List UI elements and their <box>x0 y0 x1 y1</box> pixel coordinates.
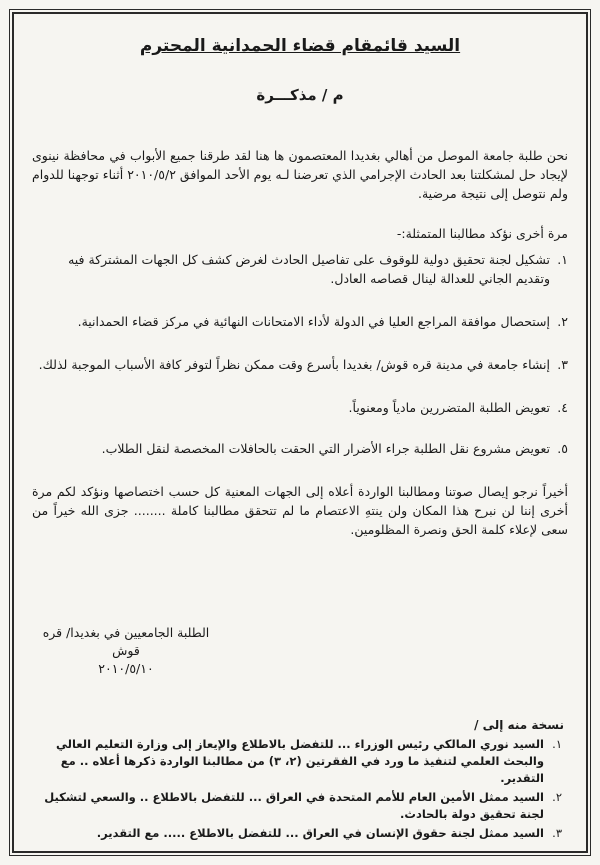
item-text: تشكيل لجنة تحقيق دولية للوقوف على تفاصيل الحادث لغرض كشف كل الجهات المشتركة فيه وتقديم الجاني للعدالة لينال قصاصه العادل. <box>68 252 550 286</box>
item-text: إستحصال موافقة المراجع العليا في الدولة لأداء الامتحانات النهائية في مركز قضاء الحمدانية. <box>77 314 550 329</box>
item-number: ٣. <box>557 357 568 372</box>
intro-paragraph: نحن طلبة جامعة الموصل من أهالي بغديدا المعتصمون ها هنا لقد طرقنا جميع الأبواب في محافظة نينوى لإيجاد حل لمشكلتنا بعد الحادث الإجرامي الذي تعرضنا لـه يوم الأحد الموافق ٢٠١٠/٥/٢ أثناء توجهنا للدوام ولم نتوصل إلى نتيجة مرضية. <box>32 148 569 201</box>
item-text: السيد ممثل لجنة حقوق الإنسان في العراق ... للتفضل بالاطلاع ..... مع التقدير. <box>96 826 544 840</box>
letter-title: السيد قائمقام قضاء الحمدانية المحترم <box>139 36 461 56</box>
list-item <box>32 398 568 417</box>
signature-block <box>36 624 216 678</box>
list-item <box>32 789 564 823</box>
list-item <box>32 439 568 458</box>
item-number: ٤. <box>557 400 568 415</box>
letter-subject: م / مذكـــرة <box>256 86 344 104</box>
item-number: ٢. <box>552 790 562 804</box>
copies-list <box>32 736 564 844</box>
signature-name: الطلبة الجامعيين في بغديدا/ قره قوش <box>42 625 210 658</box>
signature-date: ٢٠١٠/٥/١٠ <box>98 661 154 676</box>
item-number: ١. <box>552 737 562 751</box>
list-item <box>32 312 568 331</box>
item-text: تعويض مشروع نقل الطلبة جراء الأضرار التي الحقت بالحافلات المخصصة لنقل الطلاب. <box>101 441 550 456</box>
list-item <box>32 736 564 787</box>
item-number: ٣. <box>552 826 562 840</box>
demands-list <box>32 250 568 458</box>
item-number: ٥. <box>557 441 568 456</box>
item-text: السيد نوري المالكي رئيس الوزراء ... للتفضل بالاطلاع والإيعاز إلى وزارة التعليم العالي والبحث العلمي لتنفيذ ما ورد في الفقرتين (٢، ٣) من مطالبنا الواردة ذكرها أعلاه .. مع التقدير. <box>56 737 544 785</box>
item-number: ١. <box>557 252 568 267</box>
item-text: إنشاء جامعة في مدينة قره قوش/ بغديدا بأسرع وقت ممكن نظراً لتوفر كافة الأسباب الموجبة لذلك. <box>38 357 550 372</box>
list-item <box>32 250 568 288</box>
list-item <box>32 355 568 374</box>
demands-heading: مرة أخرى نؤكد مطالبنا المتمثلة:- <box>396 226 568 241</box>
closing-paragraph: أخيراً نرجو إيصال صوتنا ومطالبنا الواردة أعلاه إلى الجهات المعنية كل حسب اختصاصها ونؤكد لكم مرة أخرى إننا لن نبرح هذا المكان ولن ينتهِ الاعتصام ما لم تتحقق مطالبنا كاملة ........ جزى الله خيراً من سعى لإعلاء كلمة الحق ونصرة المظلومين. <box>32 484 568 537</box>
copies-heading: نسخة منه إلى / <box>474 718 564 732</box>
item-text: تعويض الطلبة المتضررين مادياً ومعنوياً. <box>348 400 550 415</box>
list-item <box>32 825 564 842</box>
item-text: السيد ممثل الأمين العام للأمم المتحدة في العراق ... للتفضل بالاطلاع .. والسعي لتشكيل لجنة تحقيق دولة بالحادث. <box>44 790 544 821</box>
item-number: ٢. <box>557 314 568 329</box>
